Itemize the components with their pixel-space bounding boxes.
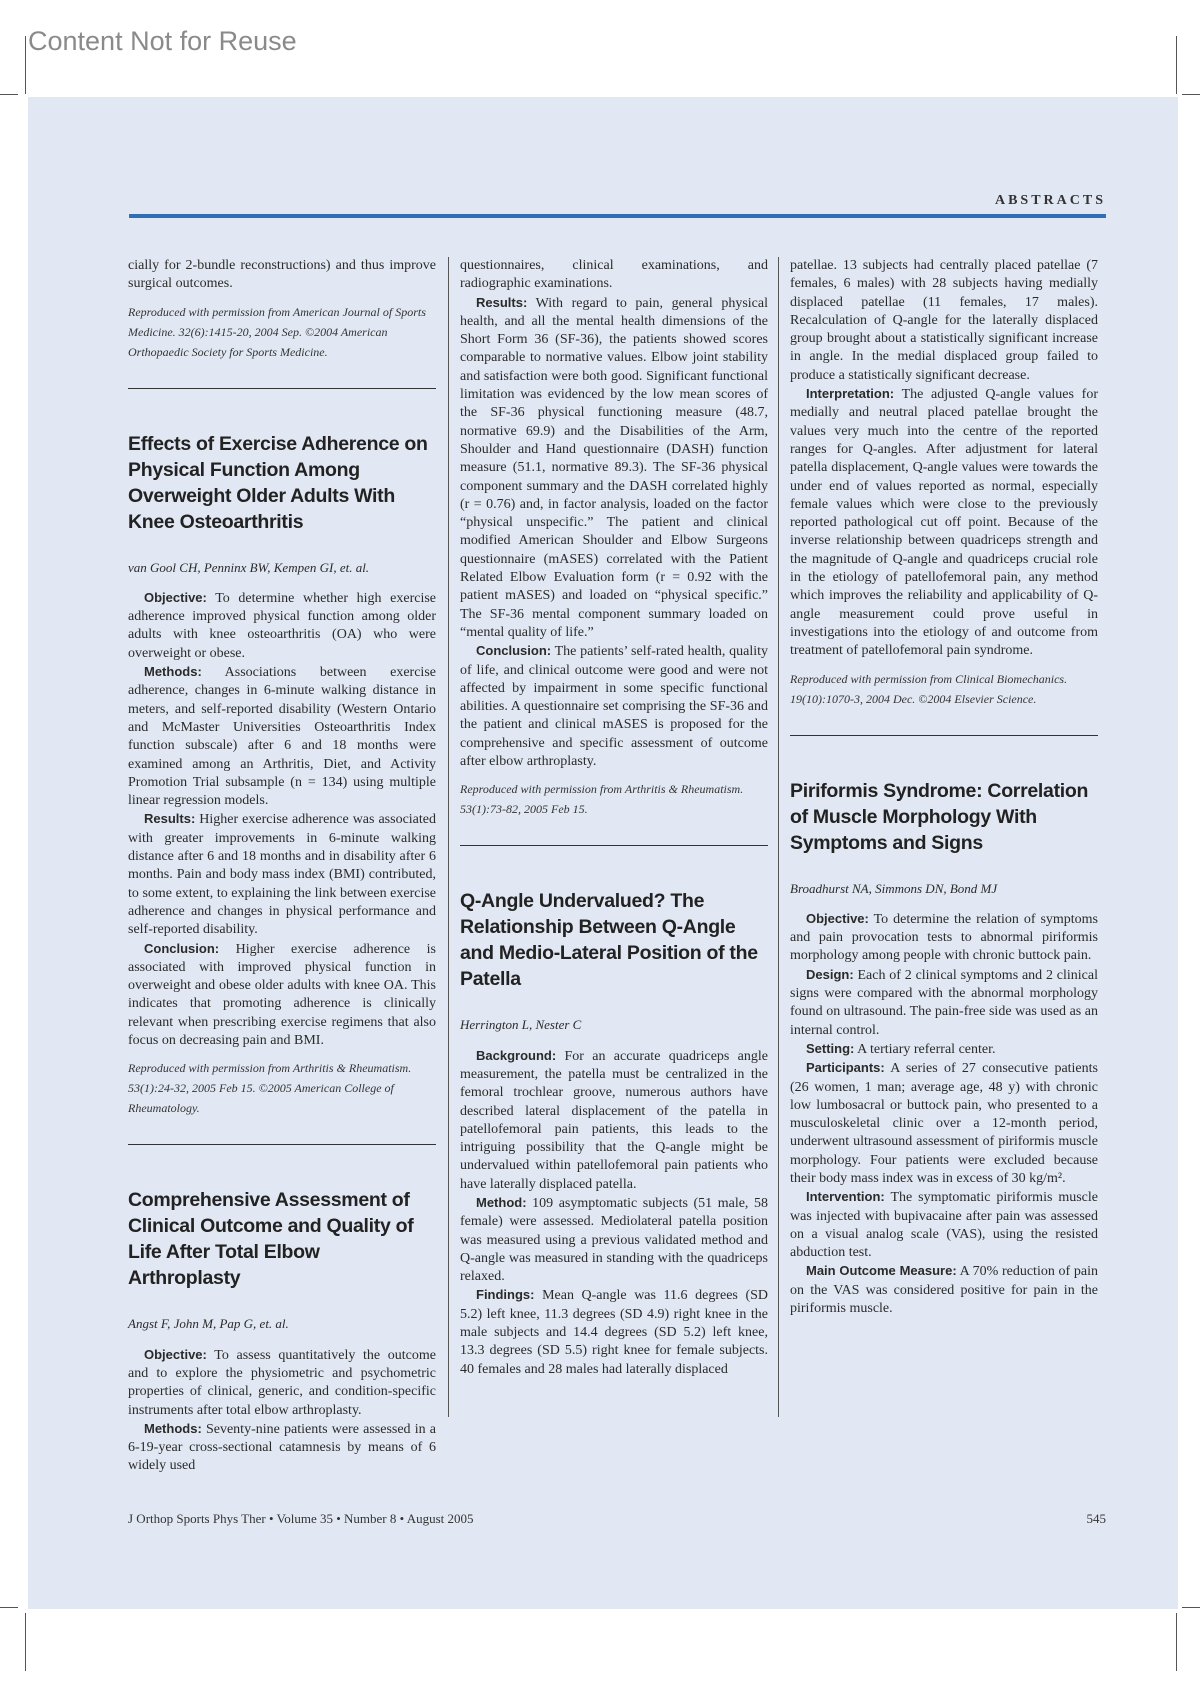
article-title: Comprehensive Assessment of Clinical Outcome and Quality of Life After Total Elbow Arthroplasty [128, 1189, 414, 1290]
column-divider [448, 257, 449, 1417]
watermark-text: Content Not for Reuse [28, 26, 297, 56]
article-separator [790, 735, 1098, 736]
abstract-paragraph [460, 1194, 768, 1286]
section-label: Interpretation: [806, 386, 895, 402]
column-1 [128, 257, 436, 1476]
crop-mark [1182, 94, 1200, 95]
crop-mark [0, 1607, 18, 1608]
article-authors: van Gool CH, Penninx BW, Kempen GI, et. al. [128, 559, 370, 575]
reproduction-note: Reproduced with permission from American Journal of Sports Medicine. 32(6):1415-20, 2004 Sep. ©2004 American Orthopaedic Society for Sports Medicine. [128, 304, 426, 359]
reproduction-note: Reproduced with permission from Clinical Biomechanics. 19(10):1070-3, 2004 Dec. ©2004 Elsevier Science. [790, 671, 1068, 706]
section-label: Objective: [144, 1346, 207, 1362]
section-text: Mean Q-angle was 11.6 degrees (SD 5.2) left knee, 11.3 degrees (SD 4.9) right knee in the male subjects and 14.4 degrees (SD 5.2) left knee, 13.3 degrees (SD 5.5) right knee for female subjects. 40 females and 28 males had laterally displaced [460, 1288, 768, 1377]
section-text: To determine whether high exercise adherence improved physical function among older adults with knee osteoarthritis (OA) who were overweight or obese. [128, 590, 437, 661]
article-authors: Broadhurst NA, Simmons DN, Bond MJ [790, 880, 998, 896]
crop-mark [25, 36, 26, 94]
abstract-paragraph [128, 1346, 436, 1420]
section-text: To assess quantitatively the outcome and to explore the physiometric and psychometric properties of clinical, generic, and condition-specific instruments after total elbow arthroplasty. [128, 1347, 437, 1418]
abstract-paragraph [128, 940, 436, 1051]
crop-mark [25, 1613, 26, 1671]
section-text: The symptomatic piriformis muscle was injected with bupivacaine after pain was assessed on a visual analog scale (VAS), using the resisted abduction test. [790, 1190, 1098, 1261]
section-label: Intervention: [806, 1189, 885, 1205]
abstract-paragraph [460, 1286, 768, 1378]
abstract-paragraph [790, 1188, 1098, 1262]
abstract-paragraph [128, 1420, 436, 1476]
section-text: A tertiary referral center. [857, 1041, 996, 1057]
crop-mark [1182, 1607, 1200, 1608]
section-label: Objective: [806, 910, 869, 926]
reproduction-note: Reproduced with permission from Arthritis & Rheumatism. 53(1):24-32, 2005 Feb 15. ©2005 American College of Rheumatology. [128, 1061, 412, 1116]
column-divider [778, 257, 779, 1417]
abstract-paragraph [790, 385, 1098, 660]
article-title: Piriformis Syndrome: Correlation of Muscle Morphology With Symptoms and Signs [790, 779, 1089, 854]
section-header: ABSTRACTS [994, 193, 1106, 208]
section-text: Higher exercise adherence was associated with greater improvements in 6-minute walking distance after 6 and 18 months and in disability after 6 months. Pain and body mass index (BMI) contributed, to some extent, to explaining the link between exercise adherence and changes in physical performance and self-reported disability. [128, 812, 436, 938]
abstract-paragraph [790, 1040, 1098, 1059]
section-label: Findings: [476, 1287, 535, 1303]
abstract-paragraph [790, 1059, 1098, 1188]
section-label: Setting: [806, 1040, 855, 1056]
section-text: Higher exercise adherence is associated with improved physical function in overweight and obese older adults with knee OA. This indicates that promoting adherence is clinically relevant when prescribing exercise regimens that also focus on decreasing pain and BMI. [128, 941, 436, 1049]
section-label: Results: [476, 294, 528, 310]
abstract-paragraph [790, 1262, 1098, 1318]
section-label: Design: [806, 966, 854, 982]
section-label: Participants: [806, 1060, 885, 1076]
section-label: Methods: [144, 664, 202, 680]
article-authors: Angst F, John M, Pap G, et. al. [128, 1316, 289, 1332]
crop-mark [1176, 1613, 1177, 1671]
abstract-paragraph [460, 294, 768, 643]
section-label: Method: [476, 1194, 527, 1210]
abstract-paragraph [460, 642, 768, 771]
section-label: Results: [144, 811, 196, 827]
section-text: A series of 27 consecutive patients (26 women, 1 man; average age, 48 y) with chronic low lumbosacral or buttock pain, who presented to a musculoskeletal clinic over a 12-month period, underwent ultrasound assessment of piriformis muscle morphology. Four patients were excluded because their body mass index was in excess of 30 kg/m². [790, 1061, 1098, 1186]
article-authors: Herrington L, Nester C [460, 1017, 582, 1033]
section-label: Methods: [144, 1420, 202, 1436]
section-text: Associations between exercise adherence, changes in 6-minute walking distance in meters, and self-reported disability (Western Ontario and McMaster Universities Osteoarthritis Index function subscale) after 6 and 18 months were examined among an Arthritis, Diet, and Activity Promotion Trial subsample (n = 134) using multiple linear regression models. [128, 665, 436, 809]
reproduction-note: Reproduced with permission from Arthritis & Rheumatism. 53(1):73-82, 2005 Feb 15. [460, 782, 744, 817]
section-text: Each of 2 clinical symptoms and 2 clinical signs were compared with the abnormal morphology found on ultrasound. The pain-free side was used as an internal control. [790, 967, 1098, 1038]
article-title: Effects of Exercise Adherence on Physical Function Among Overweight Older Adults With Knee Osteoarthritis [128, 432, 428, 533]
column-2 [460, 257, 768, 1379]
section-text: 109 asymptomatic subjects (51 male, 58 female) were assessed. Mediolateral patella position was measured using a previous validated method and Q-angle was measured in standing with the quadriceps relaxed. [460, 1195, 769, 1285]
section-text: With regard to pain, general physical health, and all the mental health dimensions of the Short Form 36 (SF-36), the patients showed scores comparable to normative values. Elbow joint stability and satisfaction were both good. Significant functional limitation was evidenced by the low mean scores of the SF-36 physical functioning measure (48.7, normative 69.9) and the Disabilities of the Arm, Shoulder and Hand questionnaire (DASH) function measure (51.1, normative 89.3). The SF-36 physical component summary and the DASH correlated highly (r = 0.76) and, in factor analysis, loaded on the factor “physical unspecific.” The patient and clinical modified American Shoulder and Elbow Surgeons questionnaire (mASES) correlated with the Patient Related Elbow Evaluation form (r = 0.92 with the patient mASES) and loaded on “physical specific.” The SF-36 mental component summary loaded on “mental quality of life.” [460, 295, 769, 640]
continued-text: patellae. 13 subjects had centrally placed patellae (7 females, 6 males) with 28 subjects having medially displaced patellae (11 females, 17 males). Recalculation of Q-angle for the laterally displaced group brought about a statistically significant increase in angle. In the medial displaced group failed to produce a statistically significant decrease. [790, 258, 1098, 383]
article-title: Q-Angle Undervalued? The Relationship Between Q-Angle and Medio-Lateral Position of the Patella [460, 890, 758, 991]
abstract-paragraph [460, 1047, 768, 1194]
section-text: The patients’ self-rated health, quality of life, and clinical outcome were good and were not affected by impairment in some specific functional abilities. A questionnaire set comprising the SF-36 and the patient and clinical mASES is proposed for the comprehensive and specific assessment of outcome after elbow arthroplasty. [460, 644, 768, 770]
continued-text: questionnaires, clinical examinations, and radiographic examinations. [460, 258, 768, 292]
abstract-paragraph [790, 910, 1098, 966]
continued-text: cially for 2-bundle reconstructions) and thus improve surgical outcomes. [128, 258, 436, 292]
abstract-paragraph [128, 810, 436, 939]
section-text: For an accurate quadriceps angle measurement, the patella must be centralized in the femoral trochlear groove, numerous authors have described lateral displacement of the patella in patellofemoral pain patients, this leads to the intriguing possibility that the Q-angle might be undervalued within patellofemoral pain patients who have laterally displaced patella. [460, 1048, 769, 1192]
section-text: Seventy-nine patients were assessed in a 6-19-year cross-sectional catamnesis by means of 6 widely used [128, 1421, 437, 1474]
section-label: Objective: [144, 589, 207, 605]
article-separator [128, 1144, 436, 1145]
article-separator [460, 845, 768, 846]
article-separator [128, 388, 436, 389]
section-label: Conclusion: [476, 643, 552, 659]
section-label: Main Outcome Measure: [806, 1263, 957, 1279]
abstract-paragraph [790, 966, 1098, 1040]
page-number: 545 [1086, 1511, 1106, 1526]
section-label: Background: [476, 1047, 557, 1063]
journal-page [28, 97, 1178, 1609]
section-text: A 70% reduction of pain on the VAS was considered positive for pain in the piriformis muscle. [790, 1264, 1098, 1317]
section-text: The adjusted Q-angle values for medially and neutral placed patellae brought the values very much into the centre of the reported ranges for Q-angles. After adjustment for lateral patella displacement, Q-angle values were towards the under end of values reported as normal, especially female values which were close to the previously reported pathological cut off point. Because of the inverse relationship between quadriceps strength and the magnitude of Q-angle and quadriceps crucial role in the etiology of patellofemoral pain, any method which improves the reliability and applicability of Q-angle measurement could prove useful in investigations into the etiology of and outcome from treatment of patellofemoral pain syndrome. [790, 387, 1098, 659]
column-3 [790, 257, 1098, 1318]
section-text: To determine the relation of symptoms and pain provocation tests to abnormal piriformis morphology among people with chronic buttock pain. [790, 911, 1099, 964]
crop-mark [1176, 36, 1177, 94]
abstract-paragraph [128, 589, 436, 663]
section-label: Conclusion: [144, 940, 220, 956]
crop-mark [0, 94, 18, 95]
abstract-paragraph [128, 663, 436, 810]
journal-citation: J Orthop Sports Phys Ther • Volume 35 • Number 8 • August 2005 [128, 1511, 474, 1526]
header-rule [129, 214, 1106, 218]
